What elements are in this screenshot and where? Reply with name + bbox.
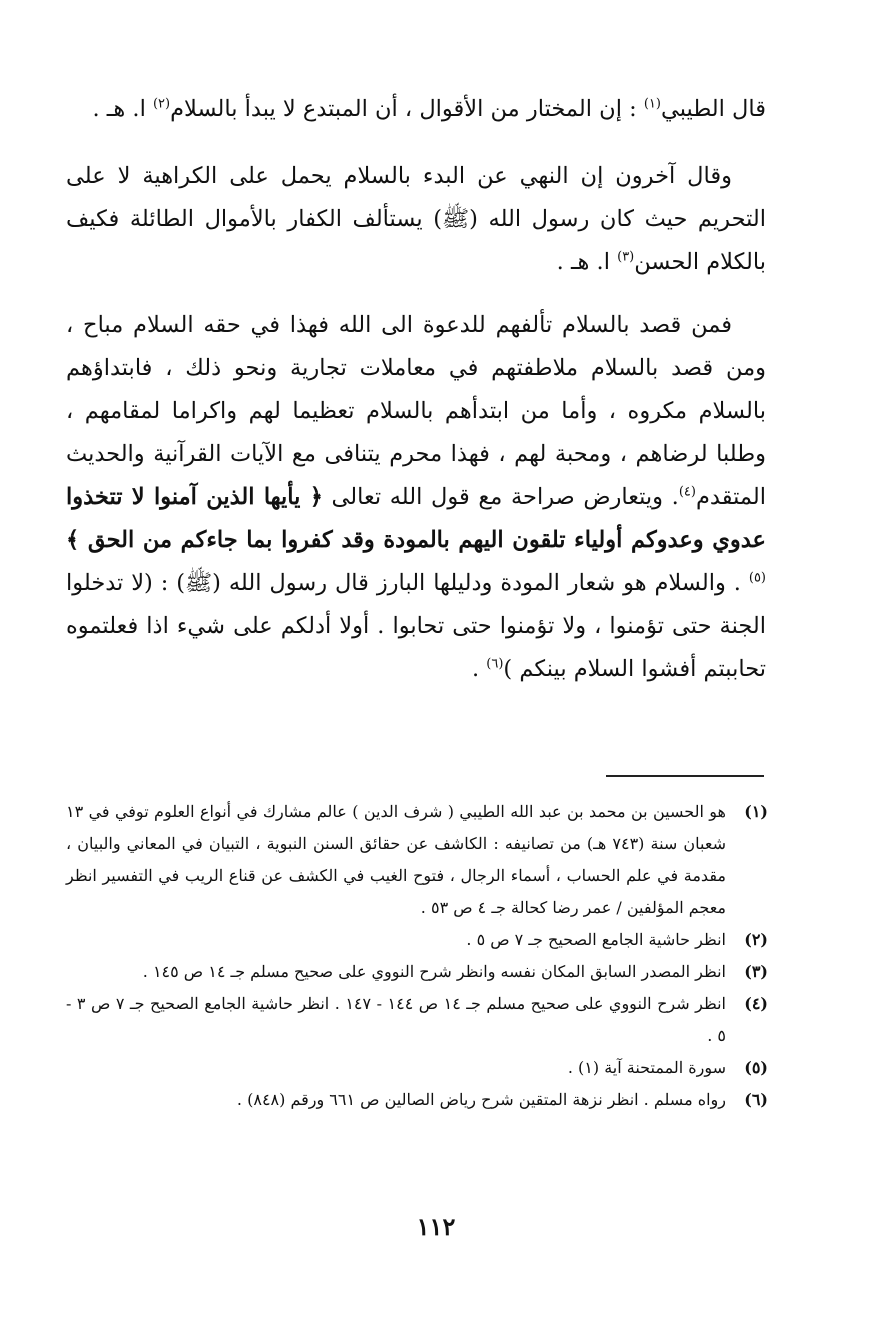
quran-verse: ﴿ يأيها الذين آمنوا لا تتخذوا عدوي وعدوكم أولياء تلقون اليهم بالمودة وقد كفروا بما جاءكم من الحق ﴾ bbox=[66, 484, 766, 553]
indent bbox=[732, 312, 766, 338]
footnote-ref-6[interactable]: (٦) bbox=[486, 656, 504, 672]
footnote-ref-5[interactable]: (٥) bbox=[748, 570, 766, 586]
text-run: قال الطيبي bbox=[660, 96, 766, 122]
footnote-number: (٥) bbox=[744, 1058, 768, 1077]
footnote-4 bbox=[66, 988, 768, 1052]
text-run: فمن قصد بالسلام تألفهم للدعوة الى الله فهذا في حقه السلام مباح ، ومن قصد بالسلام ملاطفتهم في معاملات تجارية ونحو ذلك ، فابتداؤهم بالسلام مكروه ، وأما من ابتدأهم بالسلام تعظيما لهم واكراما لمقامهم ، وطلبا لرضاهم ، ومحبة لهم ، فهذا محرم يتنافى مع الآيات القرآنية والحديث المتقدم bbox=[66, 312, 766, 510]
footnote-3 bbox=[66, 956, 768, 988]
text-run: . والسلام هو شعار المودة ودليلها البارز قال رسول الله (ﷺ) : (لا تدخلوا الجنة حتى تؤمنوا ، ولا تؤمنوا حتى تحابوا . أولا أدلكم على شيء اذا فعلتموه تحاببتم أفشوا السلام بينكم ) bbox=[66, 570, 766, 682]
paragraph-2 bbox=[66, 155, 766, 284]
footnote-text: سورة الممتحنة آية (١) . bbox=[567, 1058, 726, 1077]
text-run: . bbox=[471, 656, 487, 682]
text-run: وقال آخرون إن النهي عن البدء بالسلام يحمل على الكراهية لا على التحريم حيث كان رسول الله (ﷺ) يستألف الكفار بالأموال الطائلة فكيف بالكلام الحسن bbox=[66, 163, 766, 275]
text-run: ا. هـ . bbox=[92, 96, 153, 122]
paragraph-3 bbox=[66, 304, 766, 691]
footnote-2 bbox=[66, 924, 768, 956]
main-text bbox=[66, 88, 766, 691]
footnote-1 bbox=[66, 796, 768, 924]
text-run: : إن المختار من الأقوال ، أن المبتدع لا يبدأ بالسلام bbox=[170, 96, 644, 122]
footnote-ref-1[interactable]: (١) bbox=[643, 96, 661, 112]
footnote-text: هو الحسين بن محمد بن عبد الله الطيبي ( شرف الدين ) عالم مشارك في أنواع العلوم توفي في ١٣ شعبان سنة (٧٤٣ هـ) من تصانيفه : الكاشف عن حقائق السنن النبوية ، التبيان في المعاني والبيان ، مقدمة في علم الحساب ، أسماء الرجال ، فتوح الغيب في الكشف عن قناع الريب في التفسير انظر معجم المؤلفين / عمر رضا كحالة جـ ٤ ص ٥٣ . bbox=[66, 802, 726, 917]
footnote-ref-4[interactable]: (٤) bbox=[678, 484, 696, 500]
footnote-ref-3[interactable]: (٣) bbox=[617, 249, 635, 265]
footnote-ref-2[interactable]: (٢) bbox=[152, 96, 171, 112]
footnote-text: انظر شرح النووي على صحيح مسلم جـ ١٤ ص ١٤٤ - ١٤٧ . انظر حاشية الجامع الصحيح جـ ٧ ص ٣ - ٥ . bbox=[66, 994, 726, 1045]
footnotes bbox=[66, 796, 768, 1116]
footnote-separator bbox=[606, 775, 764, 777]
text-run: . ويتعارض صراحة مع قول الله تعالى bbox=[322, 484, 679, 510]
footnote-number: (٢) bbox=[744, 930, 768, 949]
text-run: ا. هـ . bbox=[556, 249, 618, 275]
footnote-number: (٤) bbox=[744, 994, 768, 1013]
footnote-6 bbox=[66, 1084, 768, 1116]
indent bbox=[732, 163, 766, 189]
footnote-number: (٣) bbox=[744, 962, 768, 981]
footnote-number: (١) bbox=[744, 802, 768, 821]
paragraph-1 bbox=[66, 88, 766, 131]
page-number: ١١٢ bbox=[416, 1212, 456, 1241]
footnote-text: رواه مسلم . انظر نزهة المتقين شرح رياض الصالين ص ٦٦١ ورقم (٨٤٨) . bbox=[236, 1090, 726, 1109]
footnote-5 bbox=[66, 1052, 768, 1084]
footnote-number: (٦) bbox=[744, 1090, 768, 1109]
footnote-text: انظر المصدر السابق المكان نفسه وانظر شرح النووي على صحيح مسلم جـ ١٤ ص ١٤٥ . bbox=[142, 962, 726, 981]
footnote-text: انظر حاشية الجامع الصحيح جـ ٧ ص ٥ . bbox=[466, 930, 726, 949]
